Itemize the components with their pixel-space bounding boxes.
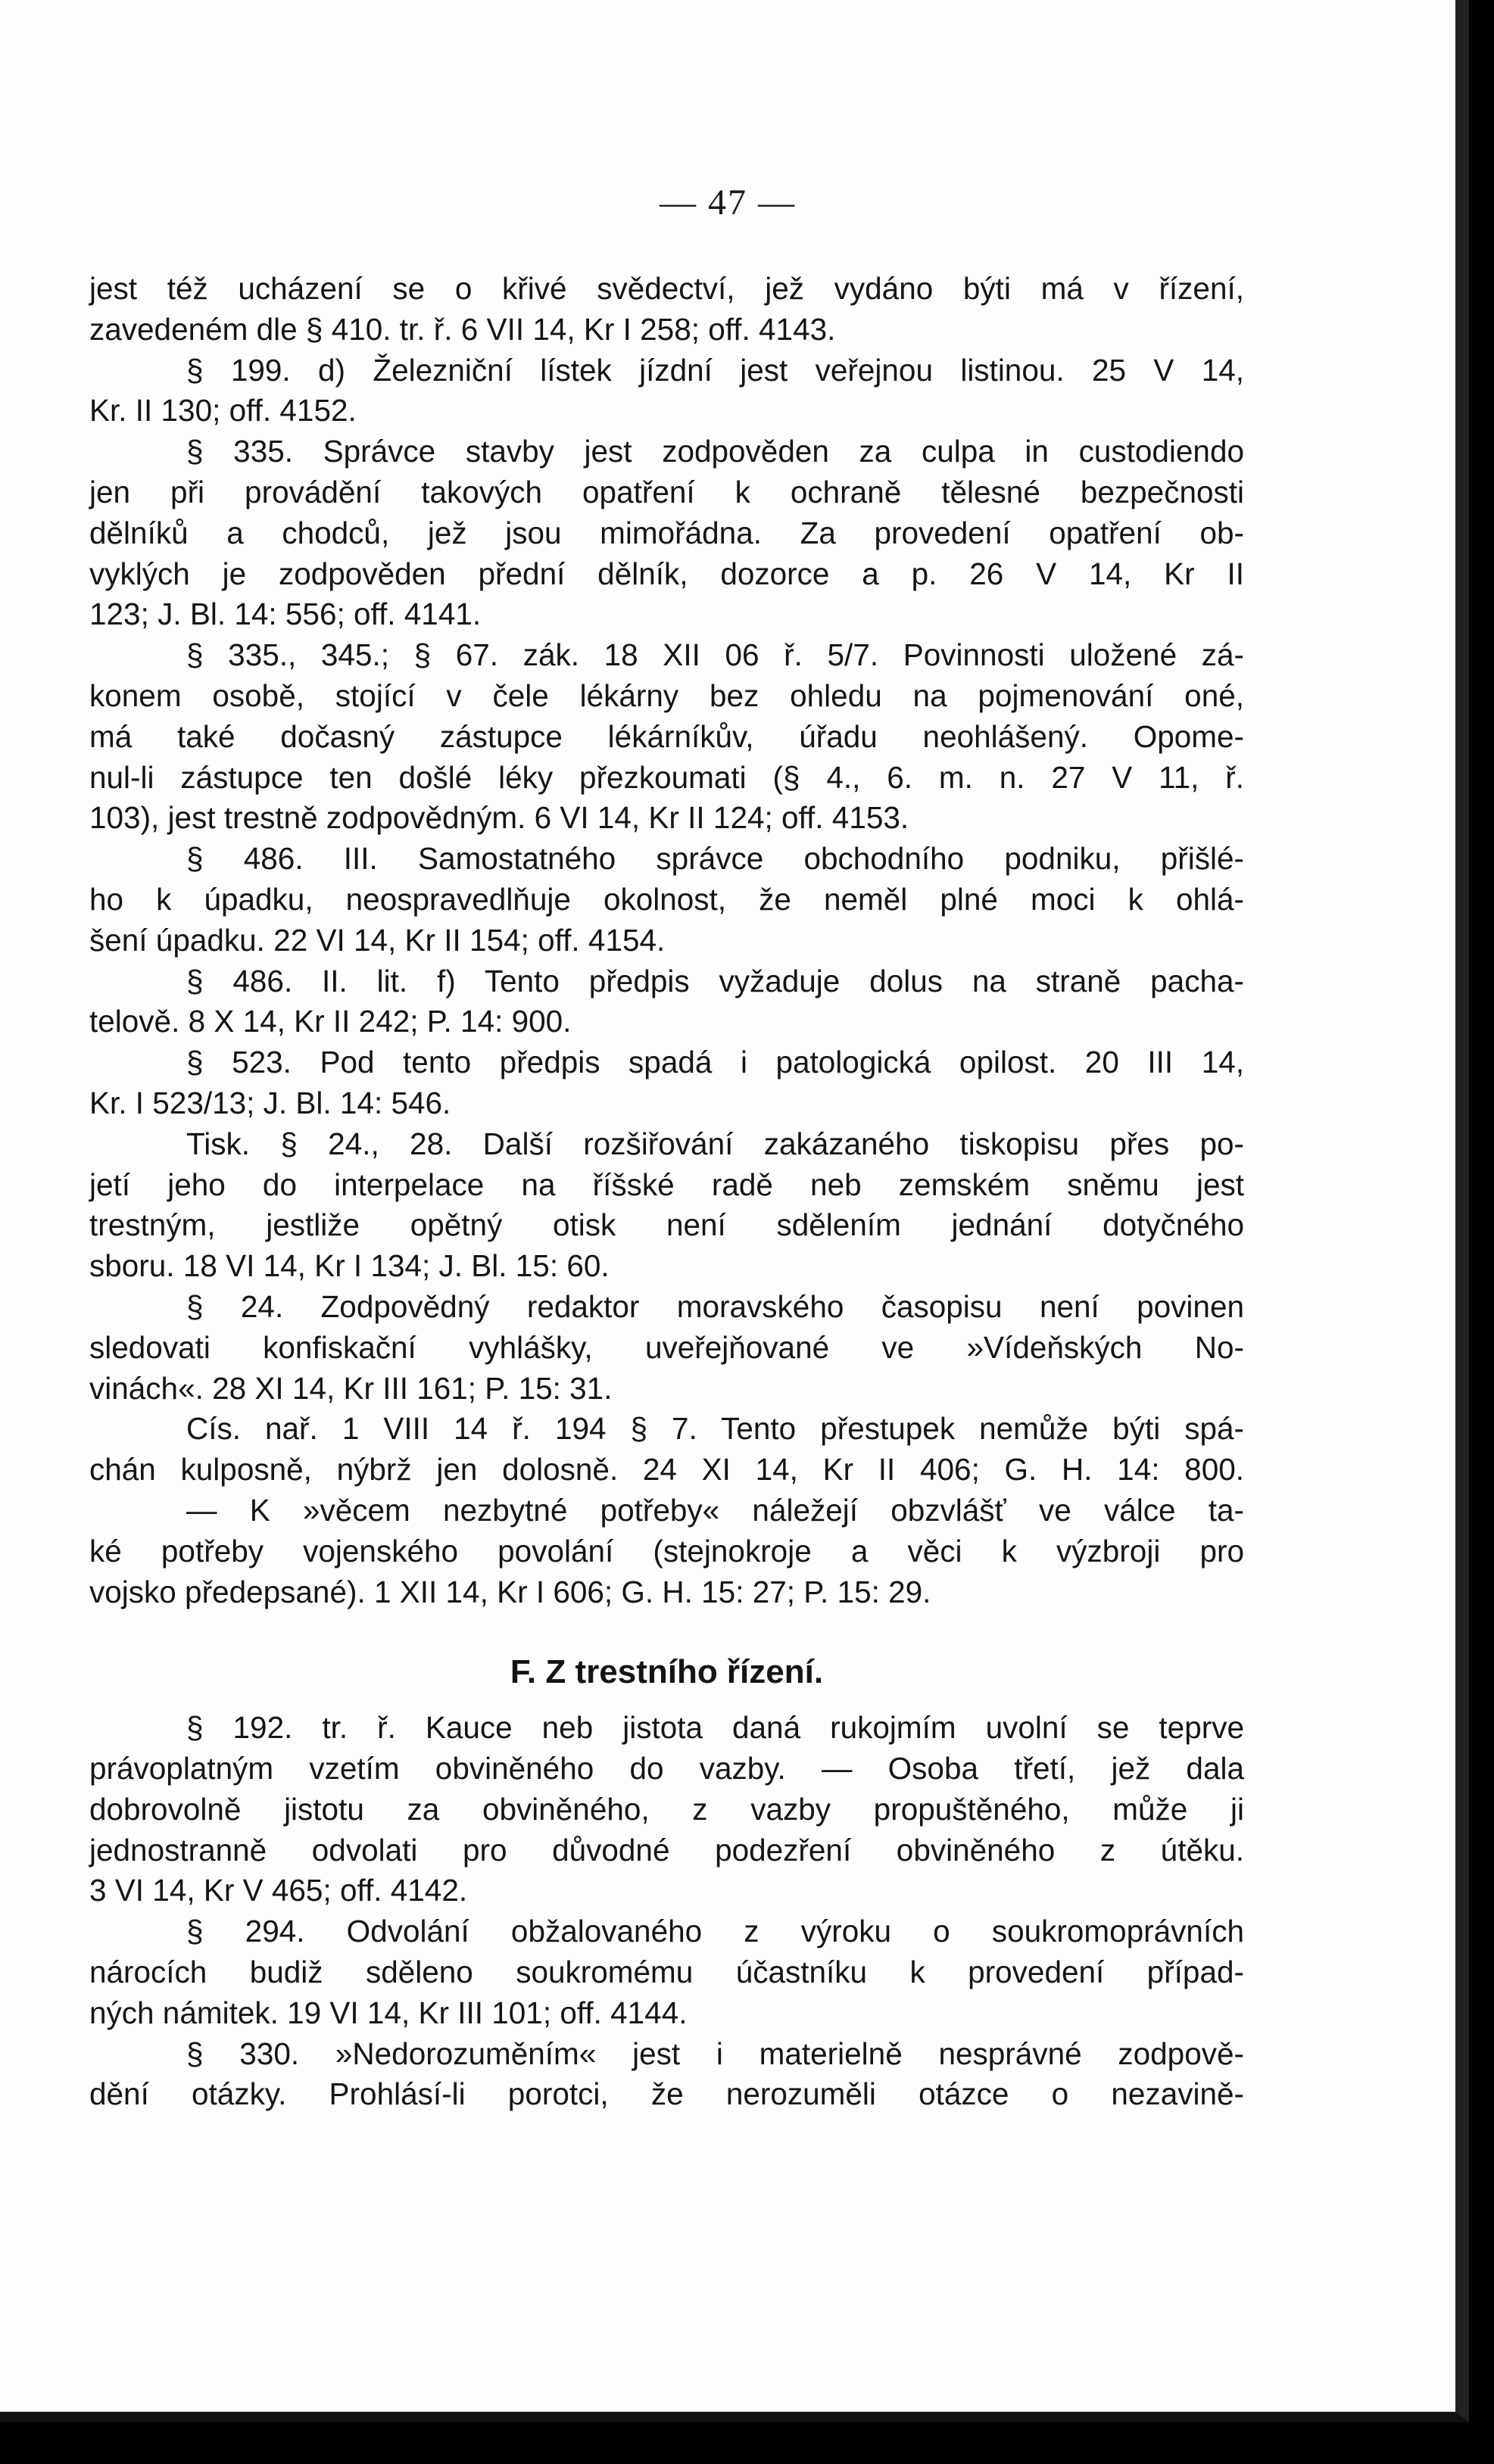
text-line: telově. 8 X 14, Kr II 242; P. 14: 900. — [89, 1004, 572, 1039]
body-text — [89, 269, 1244, 2115]
text-line: ho k úpadku, neospravedlňuje okolnost, že neměl plné moci k ohlá- — [89, 881, 1244, 917]
text-line: § 335. Správce stavby jest zodpověden za culpa in custodiendo — [186, 434, 1244, 469]
text-line: 123; J. Bl. 14: 556; off. 4141. — [89, 597, 482, 632]
text-line: zavedeném dle § 410. tr. ř. 6 VII 14, Kr I 258; off. 4143. — [89, 311, 836, 347]
text-line: šení úpadku. 22 VI 14, Kr II 154; off. 4154. — [89, 922, 666, 958]
text-line: dělníků a chodců, jež jsou mimořádna. Za provedení opatření ob- — [89, 515, 1244, 550]
text-line: chán kulposně, nýbrž jen dolosně. 24 XI 14, Kr II 406; G. H. 14: 800. — [89, 1452, 1244, 1487]
text-line: má také dočasný zástupce lékárníkův, úřadu neohlášený. Opome- — [89, 718, 1244, 754]
text-line: ké potřeby vojenského povolání (stejnokroje a věci k výzbroji pro — [89, 1533, 1244, 1568]
text-line: § 199. d) Železniční lístek jízdní jest veřejnou listinou. 25 V 14, — [186, 352, 1244, 388]
text-line: § 330. »Nedorozuměním« jest i materielně nesprávné zodpově- — [186, 2036, 1244, 2071]
text-line: § 486. II. lit. f) Tento předpis vyžaduje dolus na straně pacha- — [186, 963, 1244, 998]
text-line: vinách«. 28 XI 14, Kr III 161; P. 15: 31. — [89, 1370, 613, 1406]
text-line: trestným, jestliže opětný otisk není sdělením jednání dotyčného — [89, 1207, 1244, 1243]
text-line: konem osobě, stojící v čele lékárny bez ohledu na pojmenování oné, — [89, 678, 1244, 713]
text-line: § 335., 345.; § 67. zák. 18 XII 06 ř. 5/7. Povinnosti uložené zá- — [186, 637, 1244, 673]
text-line: § 24. Zodpovědný redaktor moravského časopisu není povinen — [186, 1288, 1244, 1324]
text-line: vojsko předepsané). 1 XII 14, Kr I 606; G. H. 15: 27; P. 15: 29. — [89, 1574, 931, 1609]
text-line: — K »věcem nezbytné potřeby« náležejí obzvlášť ve válce ta- — [186, 1492, 1244, 1528]
text-line: § 192. tr. ř. Kauce neb jistota daná rukojmím uvolní se teprve — [186, 1710, 1244, 1746]
text-line: Kr. I 523/13; J. Bl. 14: 546. — [89, 1085, 451, 1120]
page-number: — 47 — — [660, 182, 796, 223]
text-line: jen při provádění takových opatření k ochraně tělesné bezpečnosti — [89, 474, 1244, 509]
text-line: vyklých je zodpověden přední dělník, dozorce a p. 26 V 14, Kr II — [89, 556, 1244, 591]
text-line: dobrovolně jistotu za obviněného, z vazby propuštěného, může ji — [89, 1791, 1244, 1827]
text-line: Cís. nař. 1 VIII 14 ř. 194 § 7. Tento přestupek nemůže býti spá- — [186, 1411, 1244, 1447]
text-line: 103), jest trestně zodpovědným. 6 VI 14, Kr II 124; off. 4153. — [89, 800, 909, 836]
text-line: jetí jeho do interpelace na říšské radě neb zemském sněmu jest — [89, 1167, 1244, 1202]
text-line: 3 VI 14, Kr V 465; off. 4142. — [89, 1873, 468, 1908]
text-line: sboru. 18 VI 14, Kr I 134; J. Bl. 15: 60. — [89, 1248, 610, 1284]
text-line: § 294. Odvolání obžalovaného z výroku o soukromoprávních — [186, 1914, 1244, 1949]
text-line: Kr. II 130; off. 4152. — [89, 393, 357, 428]
text-line: § 523. Pod tento předpis spadá i patologická opilost. 20 III 14, — [186, 1045, 1244, 1080]
text-line: dění otázky. Prohlásí-li porotci, že nerozuměli otázce o nezavině- — [89, 2076, 1244, 2112]
text-line: Tisk. § 24., 28. Další rozšiřování zakázaného tiskopisu přes po- — [186, 1126, 1244, 1161]
text-line: sledovati konfiskační vyhlášky, uveřejňované ve »Vídeňských No- — [89, 1329, 1244, 1365]
text-line: jest též ucházení se o křivé svědectví, jež vydáno býti má v řízení, — [89, 271, 1244, 306]
section-heading: F. Z trestního řízení. — [510, 1653, 824, 1691]
text-line: nárocích budiž sděleno soukromému účastníku k provedení případ- — [89, 1955, 1244, 1990]
text-line: § 486. III. Samostatného správce obchodního podniku, přišlé- — [186, 841, 1244, 877]
text-line: jednostranně odvolati pro důvodné podezření obviněného z útěku. — [89, 1832, 1244, 1867]
text-line: nul-li zástupce ten došlé léky přezkoumati (§ 4., 6. m. n. 27 V 11, ř. — [89, 759, 1244, 795]
text-line: právoplatným vzetím obviněného do vazby. — Osoba třetí, jež dala — [89, 1751, 1244, 1786]
text-line: ných námitek. 19 VI 14, Kr III 101; off. 4144. — [89, 1995, 688, 2030]
